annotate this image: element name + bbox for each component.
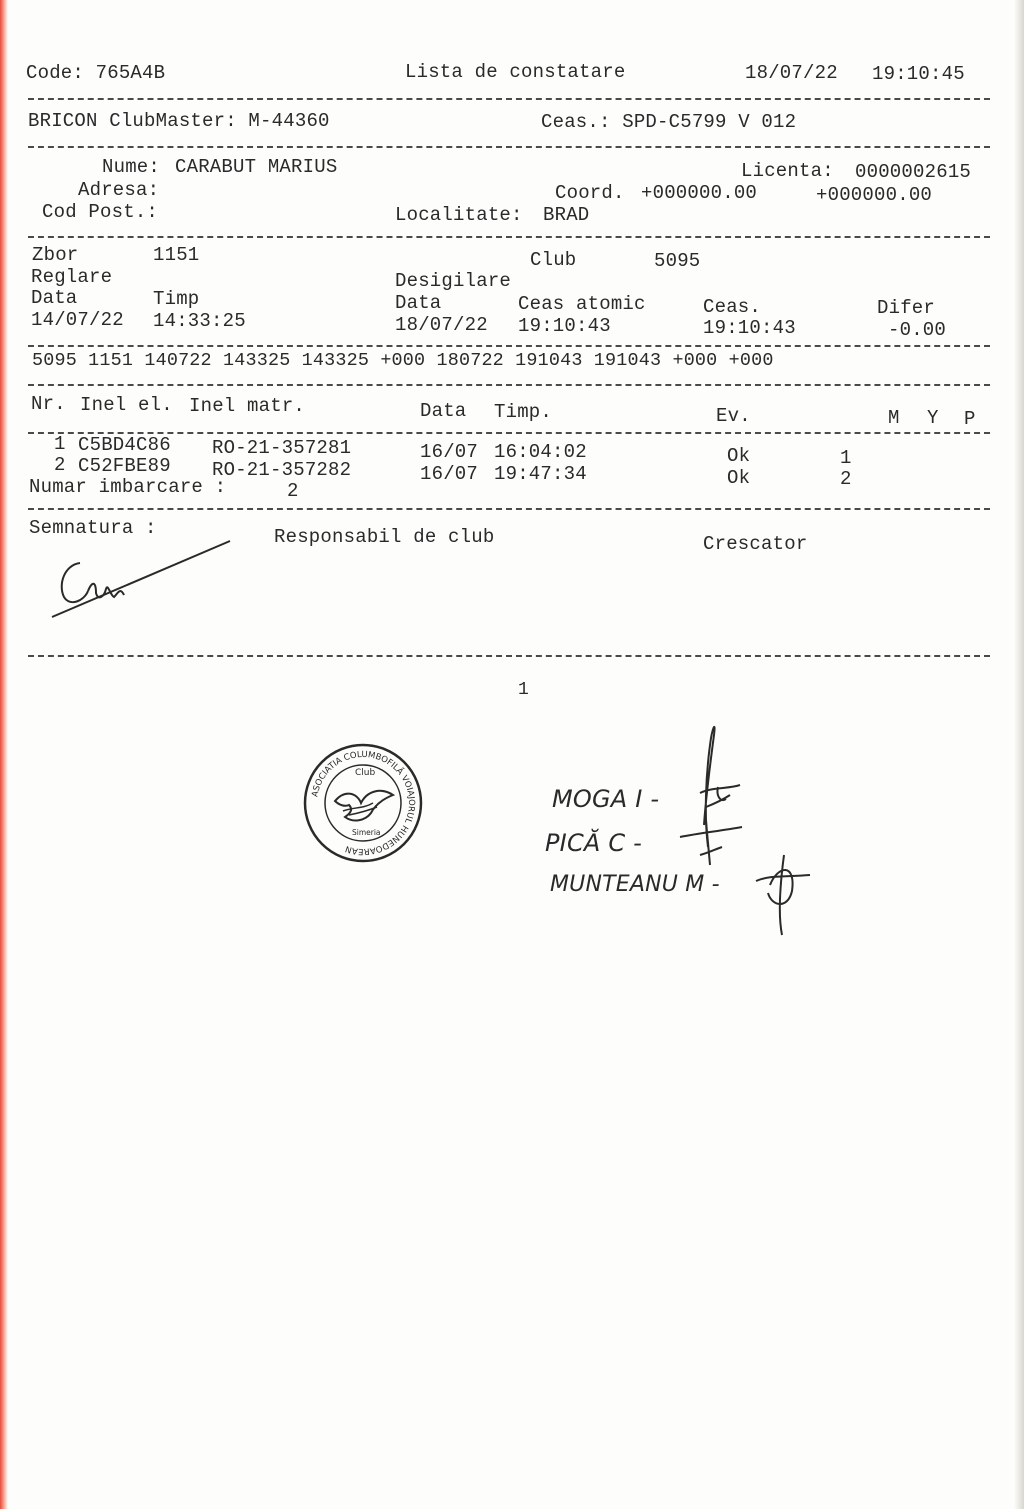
divider [28,508,990,510]
stamp-club-text: Club [355,768,376,778]
clubmaster-id: BRICON ClubMaster: M-44360 [28,110,330,132]
coord-x: +000000.00 [641,182,758,204]
col-inel-matr: Inel matr. [189,395,306,417]
row-m: 1 [840,447,852,469]
locality-label: Localitate: [395,204,523,226]
divider [28,345,990,347]
reglare-label: Reglare [31,266,113,288]
license-number: 0000002615 [855,161,972,183]
col-ev: Ev. [716,405,751,427]
coord-label: Coord. [555,182,625,204]
reglare-data: 14/07/22 [31,309,124,331]
reglare-timp-label: Timp [153,288,200,310]
col-p: P [964,408,976,430]
divider [28,655,990,657]
desigilare-label: Desigilare [395,270,512,292]
page-edge [0,0,8,1509]
divider [28,146,990,148]
summary-code-line: 5095 1151 140722 143325 143325 +000 180722 191043 191043 +000 +000 [32,350,774,371]
col-data: Data [420,400,467,422]
desig-data: 18/07/22 [395,314,488,336]
doc-date: 18/07/22 [745,62,838,84]
imbarcare-label: Numar imbarcare : [29,476,227,498]
reglare-data-label: Data [31,287,78,309]
responsabil-label: Responsabil de club [274,526,495,548]
col-m: M [888,407,900,429]
difer-value: -0.00 [888,319,947,341]
club-stamp [301,741,425,865]
divider [28,384,990,386]
handwritten-name: PICĂ C - [545,829,643,857]
stamp-city-text: Simeria [352,828,381,837]
zbor-label: Zbor [32,244,79,266]
coord-y: +000000.00 [816,184,933,206]
row-inel-matr: RO-21-357281 [212,437,352,459]
ceas-atomic-label: Ceas atomic [518,293,646,315]
row-inel-el: C52FBE89 [78,455,171,477]
divider [28,236,990,238]
divider [28,98,990,100]
row-nr: 2 [54,454,66,476]
locality: BRAD [543,204,590,226]
club-label: Club [530,249,577,271]
club-number: 5095 [654,250,701,272]
desig-data-label: Data [395,292,442,314]
semnatura-label: Semnatura : [29,517,157,539]
row-inel-matr: RO-21-357282 [212,459,352,481]
row-timp: 16:04:02 [494,441,587,463]
crescator-label: Crescator [703,533,808,555]
svg-text:ASOCIATIA COLUMBOFILĂ VOIAJORU [310,750,416,856]
page-edge-shadow [1014,0,1024,1509]
row-timp: 19:47:34 [494,463,587,485]
ceas-label: Ceas. [703,296,762,318]
handwritten-signatures [660,715,830,940]
reglare-timp: 14:33:25 [153,310,246,332]
fancier-name: CARABUT MARIUS [175,156,338,178]
col-inel-el: Inel el. [80,394,173,416]
row-data: 16/07 [420,441,479,463]
stamp-ring-text: ASOCIATIA COLUMBOFILĂ VOIAJORUL HUNEDOAREAN [310,749,417,857]
imbarcare-count: 2 [287,480,299,502]
col-timp: Timp. [494,401,553,423]
row-data: 16/07 [420,463,479,485]
doc-time: 19:10:45 [872,63,965,85]
address-label: Adresa: [78,179,160,201]
col-nr: Nr. [31,393,66,415]
postcode-label: Cod Post.: [42,201,159,223]
signature-mark [40,535,240,630]
name-label: Nume: [102,156,161,178]
ceas-atomic-value: 19:10:43 [518,315,611,337]
difer-label: Difer [877,297,936,319]
row-inel-el: C5BD4C86 [78,434,171,456]
handwritten-name: MUNTEANU M - [550,872,720,897]
row-m: 2 [840,468,852,490]
col-y: Y [927,407,939,429]
row-ev: Ok [727,467,751,489]
row-ev: Ok [727,445,751,467]
ceas-value: 19:10:43 [703,317,796,339]
license-label: Licenta: [741,160,834,182]
page-number: 1 [518,680,530,700]
doc-title: Lista de constatare [405,61,626,83]
doc-code: Code: 765A4B [26,62,166,84]
clock-id: Ceas.: SPD-C5799 V 012 [541,111,797,133]
handwritten-name: MOGA I - [552,785,660,813]
divider [28,432,990,434]
row-nr: 1 [54,433,66,455]
zbor-number: 1151 [153,244,200,266]
